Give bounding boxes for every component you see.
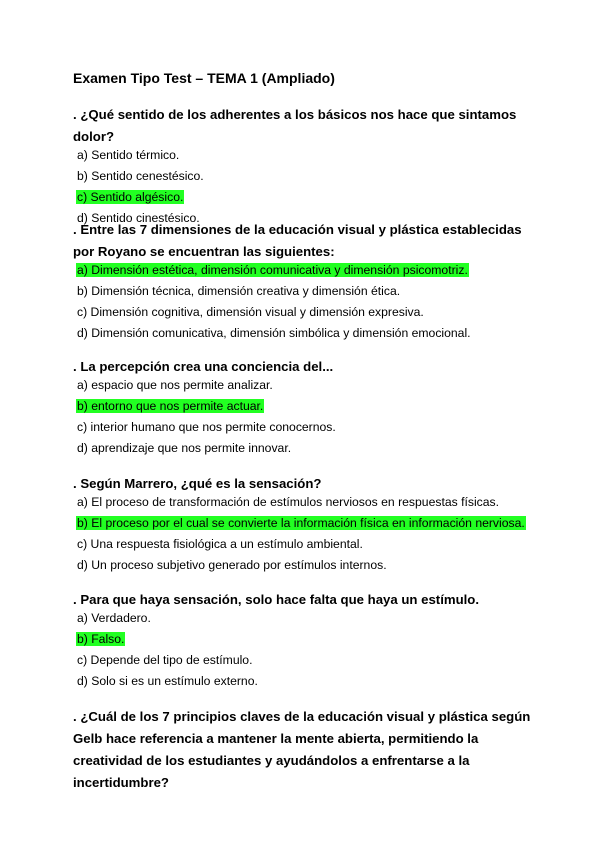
question-block xyxy=(73,589,543,695)
question-block xyxy=(73,706,543,794)
answer-option: b) Dimensión técnica, dimensión creativa y dimensión ética. xyxy=(77,284,401,298)
question-text: . Entre las 7 dimensiones de la educación visual y plástica establecidas por Royano se encuentran las siguientes: xyxy=(73,222,522,259)
question-text: . ¿Qué sentido de los adherentes a los básicos nos hace que sintamos dolor? xyxy=(73,107,517,144)
question-text: . ¿Cuál de los 7 principios claves de la educación visual y plástica según Gelb hace referencia a mantener la mente abierta, permitiendo la creatividad de los estudiantes y ayudándolos a enfrentarse a la incertidumbre? xyxy=(73,709,531,790)
question-block xyxy=(73,473,543,579)
answer-option: c) Una respuesta fisiológica a un estímulo ambiental. xyxy=(77,537,363,551)
answer-option-correct: b) entorno que nos permite actuar. xyxy=(77,399,264,413)
answer-option: b) Sentido cenestésico. xyxy=(77,169,204,183)
answer-option: d) Un proceso subjetivo generado por estímulos internos. xyxy=(77,558,387,572)
answer-option: a) espacio que nos permite analizar. xyxy=(77,378,273,392)
answer-option: c) Dimensión cognitiva, dimensión visual y dimensión expresiva. xyxy=(77,305,424,319)
answer-option: d) Sentido cinestésico. xyxy=(77,211,200,225)
question-block xyxy=(73,219,543,347)
exam-title: Examen Tipo Test – TEMA 1 (Ampliado) xyxy=(73,70,335,86)
answer-option: a) El proceso de transformación de estímulos nerviosos en respuestas físicas. xyxy=(77,495,500,509)
answer-option-correct: a) Dimensión estética, dimensión comunicativa y dimensión psicomotriz. xyxy=(77,263,468,277)
answer-option: d) Solo si es un estímulo externo. xyxy=(77,674,258,688)
answer-option-correct: b) El proceso por el cual se convierte la información física en información nerviosa. xyxy=(77,516,525,530)
answer-option: d) Dimensión comunicativa, dimensión simbólica y dimensión emocional. xyxy=(77,326,471,340)
question-text: . Para que haya sensación, solo hace falta que haya un estímulo. xyxy=(73,592,480,607)
question-block xyxy=(73,104,543,232)
question-block xyxy=(73,356,543,462)
answer-option-correct: b) Falso. xyxy=(77,632,125,646)
answer-option: c) interior humano que nos permite conocernos. xyxy=(77,420,336,434)
answer-option: c) Depende del tipo de estímulo. xyxy=(77,653,253,667)
question-text: . Según Marrero, ¿qué es la sensación? xyxy=(73,476,322,491)
answer-option: d) aprendizaje que nos permite innovar. xyxy=(77,441,292,455)
answer-option-correct: c) Sentido algésico. xyxy=(77,190,184,204)
answer-option: a) Verdadero. xyxy=(77,611,151,625)
question-text: . La percepción crea una conciencia del... xyxy=(73,359,334,374)
answer-option: a) Sentido térmico. xyxy=(77,148,180,162)
